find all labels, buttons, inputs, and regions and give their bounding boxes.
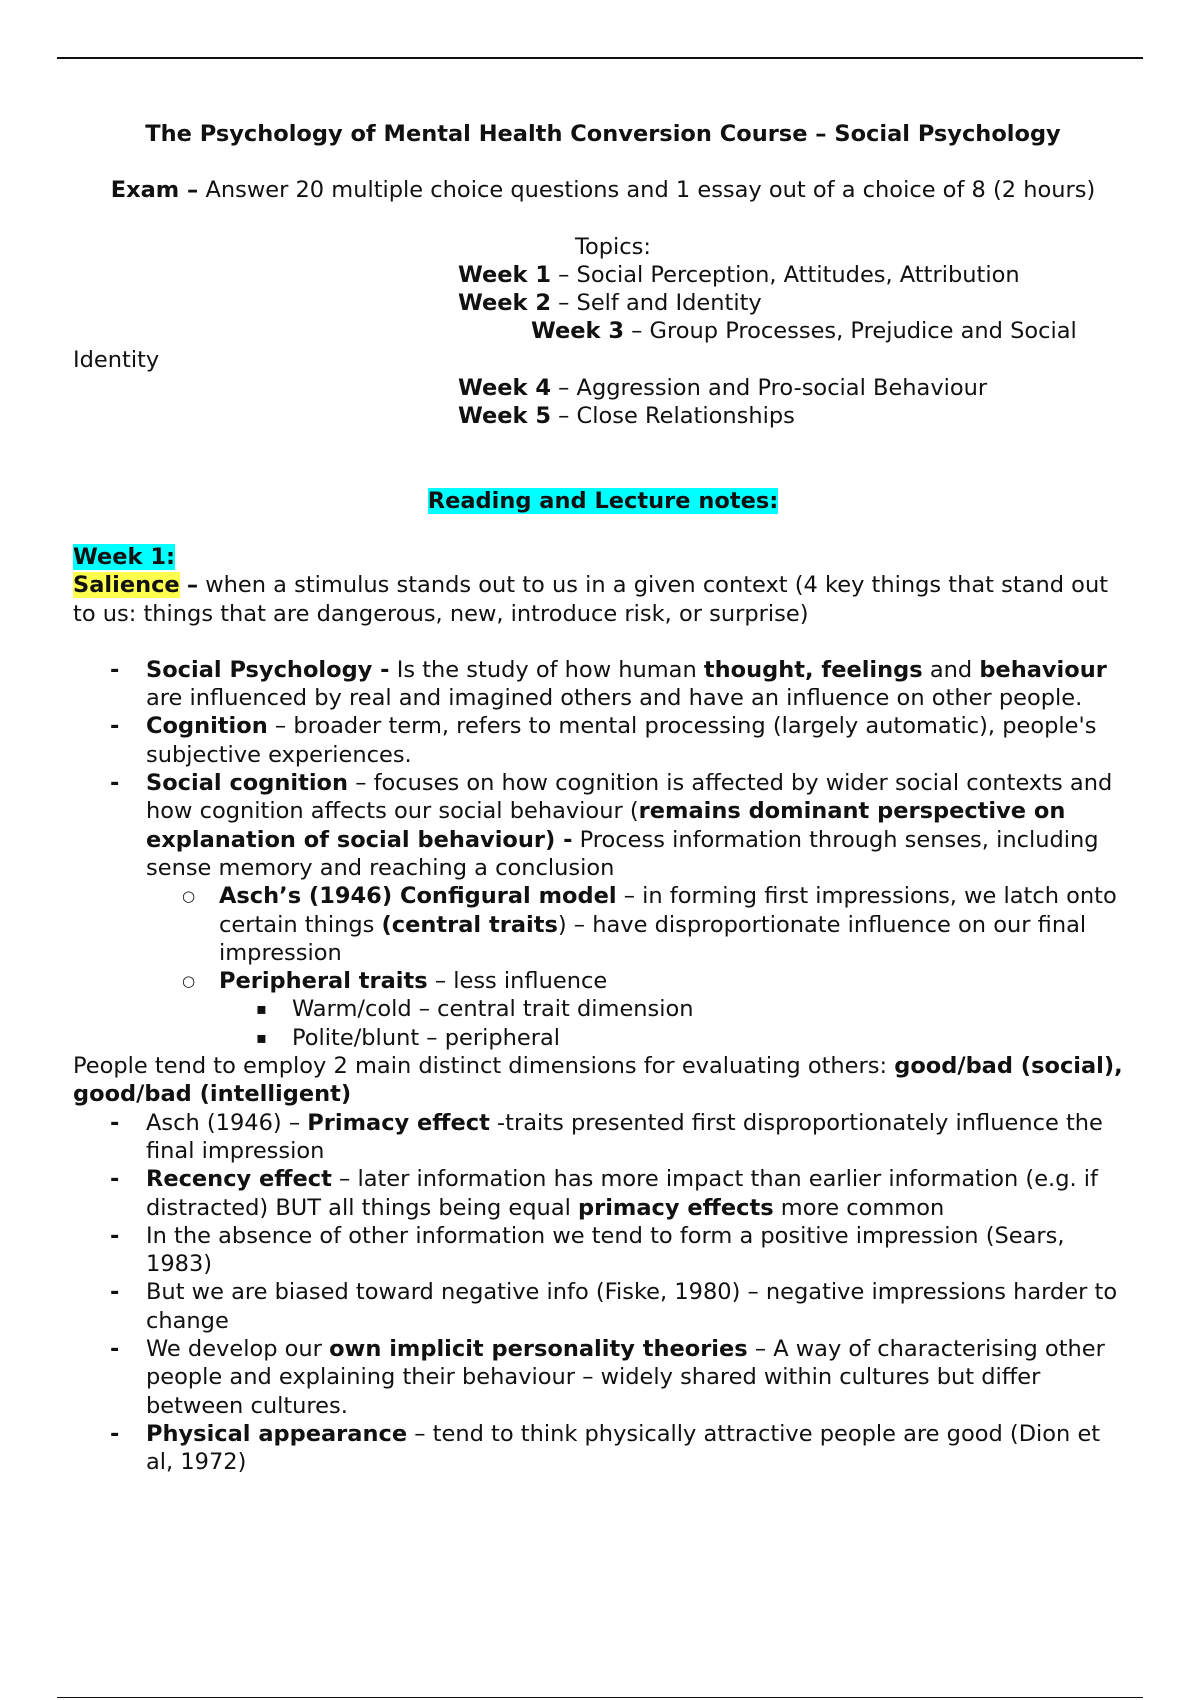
list-item: - Social cognition – focuses on how cognition is affected by wider social contexts and how cognition affects our social behaviour (remains dominant perspective on explanation of social behaviour) - Process information through senses, including sense memory and reaching a conclusion ○ Asch’s (1946) Configural model – in forming first impressions, we latch onto certain things (central traits) – have disproportionate influence on our final impression ○ Peripheral traits – less influence ▪ Warm/cold – central trait dimension ▪ Polite/blunt – peripheral bbox=[73, 769, 1133, 1052]
topic-week-3: Week 3 – Group Processes, Prejudice and Social Identity bbox=[73, 318, 1077, 373]
list-item: - Recency effect – later information has more impact than earlier information (e.g. if distracted) BUT all things being equal primacy effects more common bbox=[73, 1165, 1133, 1222]
exam-label: Exam – bbox=[110, 177, 199, 204]
list-item: - We develop our own implicit personality theories – A way of characterising other people and explaining their behaviour – widely shared within cultures but differ between cultures. bbox=[73, 1335, 1133, 1420]
exam-text: Answer 20 multiple choice questions and 1 essay out of a choice of 8 (2 hours) bbox=[205, 177, 1096, 204]
bullet-list-impressions bbox=[73, 1109, 1133, 1477]
topic-week-2: Week 2 – Self and Identity bbox=[458, 290, 762, 317]
list-item: - In the absence of other information we tend to form a positive impression (Sears, 1983) bbox=[73, 1222, 1133, 1279]
topic-week-4: Week 4 – Aggression and Pro-social Behaviour bbox=[458, 375, 988, 402]
week1-heading: Week 1: bbox=[73, 543, 175, 570]
topic-week-1: Week 1 – Social Perception, Attitudes, Attribution bbox=[458, 261, 1020, 288]
list-item: - Physical appearance – tend to think physically attractive people are good (Dion et al, 1972) bbox=[73, 1420, 1133, 1477]
exam-info bbox=[73, 176, 1133, 204]
salience-definition: Salience – when a stimulus stands out to us in a given context (4 key things that stand out to us: things that are dangerous, new, introduce risk, or surprise) bbox=[73, 572, 1109, 627]
list-item: ○ Peripheral traits – less influence ▪ Warm/cold – central trait dimension ▪ Polite/blunt – peripheral bbox=[146, 967, 1133, 1052]
topic-week-5: Week 5 – Close Relationships bbox=[458, 403, 795, 430]
list-item: - Asch (1946) – Primacy effect -traits presented first disproportionately influence the final impression bbox=[73, 1109, 1133, 1166]
list-item: ○ Asch’s (1946) Configural model – in forming first impressions, we latch onto certain things (central traits) – have disproportionate influence on our final impression bbox=[146, 882, 1133, 967]
dimensions-paragraph: People tend to employ 2 main distinct dimensions for evaluating others: good/bad (social), good/bad (intelligent) bbox=[73, 1053, 1123, 1108]
sub-sub-list bbox=[219, 995, 1133, 1052]
bottom-rule bbox=[57, 1697, 1143, 1698]
list-item: - Social Psychology - Is the study of how human thought, feelings and behaviour are influenced by real and imagined others and have an influence on other people. bbox=[73, 656, 1133, 713]
list-item: - Cognition – broader term, refers to mental processing (largely automatic), people's subjective experiences. bbox=[73, 712, 1133, 769]
bullet-list-concepts bbox=[73, 656, 1133, 1052]
top-rule bbox=[57, 57, 1143, 59]
topics-heading: Topics: bbox=[575, 233, 651, 260]
list-item: ▪ Warm/cold – central trait dimension bbox=[219, 995, 1133, 1023]
document-title: The Psychology of Mental Health Conversion Course – Social Psychology bbox=[145, 121, 1061, 147]
document-page bbox=[73, 120, 1133, 1476]
list-item: - But we are biased toward negative info (Fiske, 1980) – negative impressions harder to change bbox=[73, 1278, 1133, 1335]
sub-list-traits bbox=[146, 882, 1133, 1052]
section-heading: Reading and Lecture notes: bbox=[427, 487, 779, 514]
list-item: ▪ Polite/blunt – peripheral bbox=[219, 1024, 1133, 1052]
